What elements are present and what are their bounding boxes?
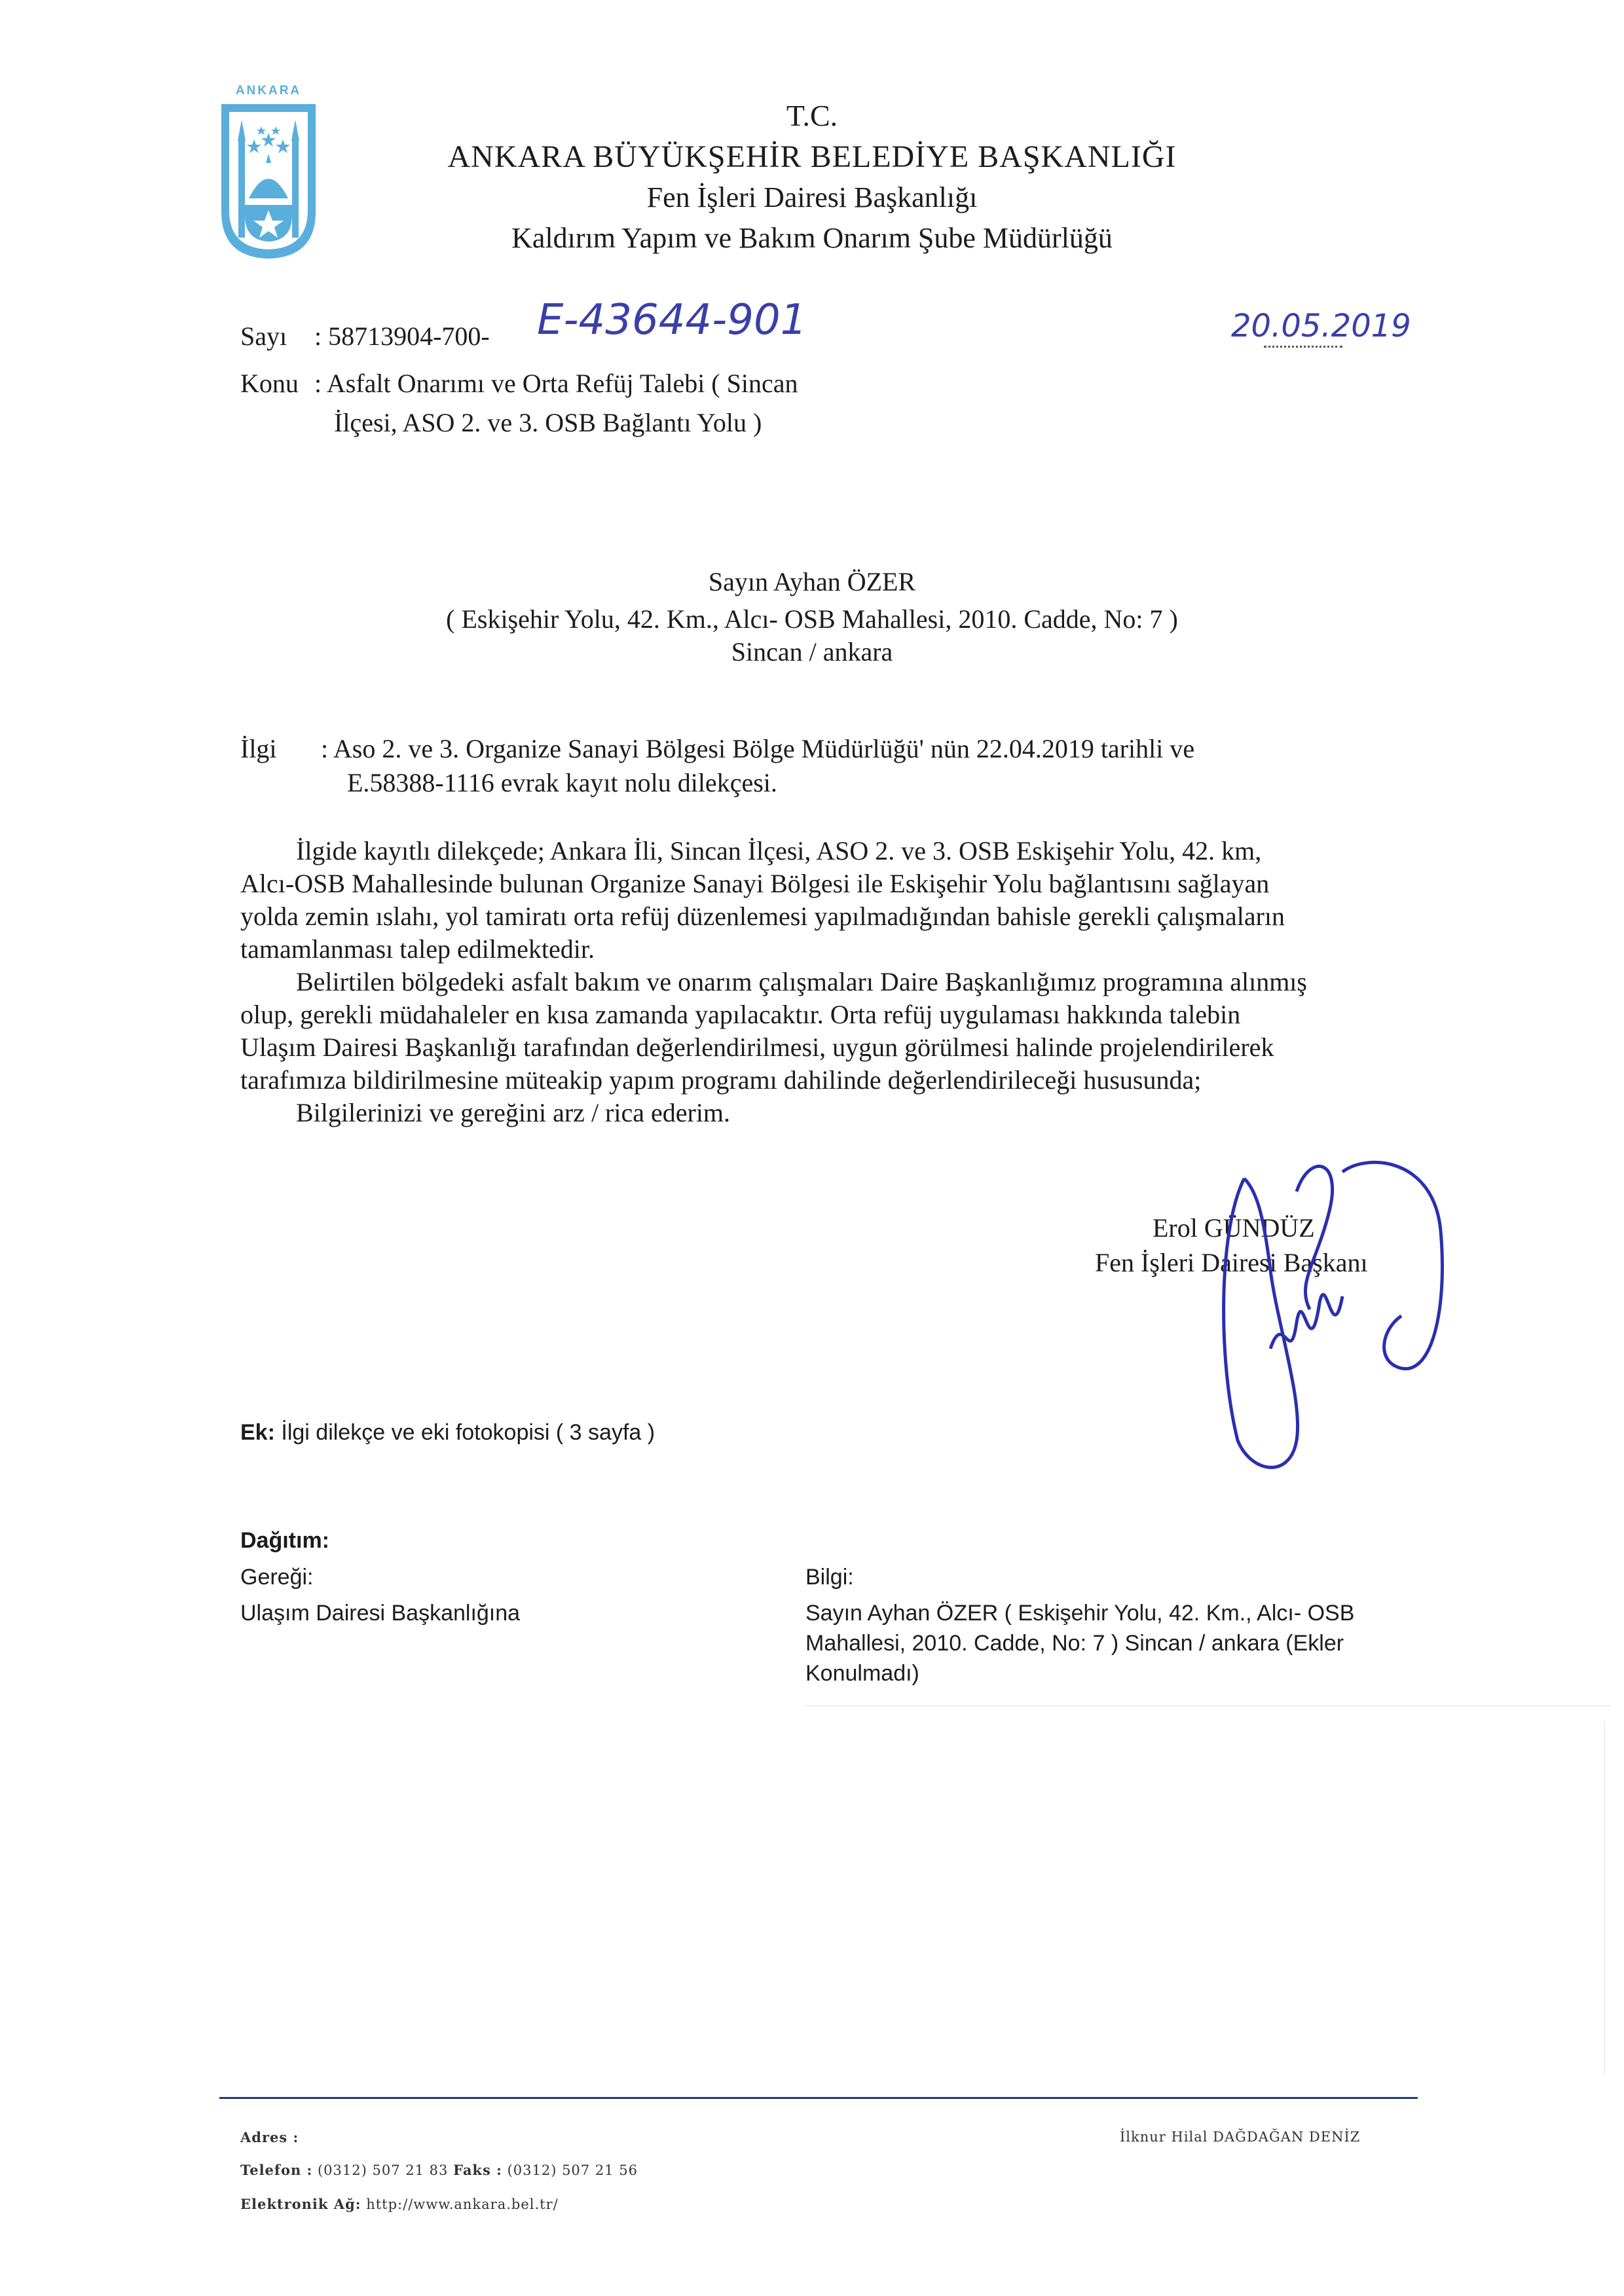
scan-edge-line bbox=[1604, 1722, 1605, 2075]
date-dotted-line bbox=[1264, 346, 1342, 348]
body-line: Alcı-OSB Mahallesinde bulunan Organize Sanayi Bölgesi ile Eskişehir Yolu bağlantısını sağlayan bbox=[240, 869, 1270, 898]
footer-web-link[interactable]: http://www.ankara.bel.tr/ bbox=[366, 2196, 559, 2212]
attachment-note bbox=[240, 1417, 655, 1448]
footer-web-label: Elektronik Ağ: bbox=[240, 2196, 361, 2212]
footer-rule bbox=[219, 2097, 1418, 2099]
body-line: yolda zemin ıslahı, yol tamiratı orta refüj düzenlemesi yapılmadığından bahisle gerekli çalışmaların bbox=[240, 902, 1285, 931]
header-department: Fen İşleri Dairesi Başkanlığı bbox=[646, 181, 978, 213]
header-branch: Kaldırım Yapım ve Bakım Onarım Şube Müdürlüğü bbox=[511, 222, 1113, 254]
ilgi-line-1: : Aso 2. ve 3. Organize Sanayi Bölgesi Bölge Müdürlüğü' nün 22.04.2019 tarihli ve bbox=[321, 734, 1195, 763]
body-paragraph-2 bbox=[240, 966, 1406, 1097]
body-line: İlgide kayıtlı dilekçede; Ankara İli, Sincan İlçesi, ASO 2. ve 3. OSB Eskişehir Yolu, 42. km, bbox=[296, 836, 1262, 866]
recipient-address: ( Eskişehir Yolu, 42. Km., Alcı- OSB Mahallesi, 2010. Cadde, No: 7 ) bbox=[446, 604, 1178, 634]
distribution-bilgi-value bbox=[805, 1598, 1447, 1688]
body-line: Ulaşım Dairesi Başkanlığı tarafından değerlendirilmesi, uygun görülmesi halinde projelendirilerek bbox=[240, 1032, 1274, 1062]
footer-fax-label: Faks : bbox=[453, 2162, 502, 2178]
konu-line-2: İlçesi, ASO 2. ve 3. OSB Bağlantı Yolu ) bbox=[334, 408, 762, 437]
sayi-handwritten-number: E-43644-901 bbox=[537, 296, 807, 344]
body-line: olup, gerekli müdahaleler en kısa zamanda yapılacaktır. Orta refüj uygulaması hakkında talebin bbox=[240, 1000, 1241, 1029]
footer-web-line bbox=[240, 2196, 559, 2212]
body-line: Belirtilen bölgedeki asfalt bakım ve onarım çalışmaları Daire Başkanlığımız programına alınmış bbox=[296, 967, 1307, 996]
distribution-geregi-label: Gereği: bbox=[240, 1565, 314, 1590]
attachment-text: İlgi dilekçe ve eki fotokopisi ( 3 sayfa ) bbox=[281, 1420, 655, 1445]
body-paragraph-1 bbox=[240, 835, 1406, 966]
footer-phone-label: Telefon : bbox=[240, 2162, 313, 2178]
signatory-name: Erol GÜNDÜZ bbox=[1153, 1213, 1315, 1243]
header-tc: T.C. bbox=[786, 99, 838, 132]
date-handwritten: 20.05.2019 bbox=[1231, 308, 1411, 344]
signatory-title: Fen İşleri Dairesi Başkanı bbox=[1095, 1248, 1368, 1277]
ilgi-line-2: E.58388-1116 evrak kayıt nolu dilekçesi. bbox=[347, 768, 777, 797]
footer-phone-value: (0312) 507 21 83 bbox=[317, 2162, 449, 2178]
handwritten-signature bbox=[1218, 1152, 1493, 1480]
footer-address-label: Adres : bbox=[240, 2129, 299, 2145]
body-closing: Bilgilerinizi ve gereğini arz / rica ederim. bbox=[296, 1098, 731, 1127]
recipient-name: Sayın Ayhan ÖZER bbox=[708, 567, 916, 596]
body-line: tamamlanması talep edilmektedir. bbox=[240, 934, 595, 964]
distribution-bilgi-label: Bilgi: bbox=[805, 1565, 854, 1590]
bilgi-line: Mahallesi, 2010. Cadde, No: 7 ) Sincan / ankara (Ekler bbox=[805, 1631, 1344, 1656]
scan-edge-line bbox=[805, 1705, 1611, 1706]
konu-label: Konu bbox=[240, 369, 299, 398]
body-line: tarafımıza bildirilmesine müteakip yapım programı dahilinde değerlendirileceği hususunda; bbox=[240, 1065, 1202, 1095]
footer-prepared-by: İlknur Hilal DAĞDAĞAN DENİZ bbox=[1120, 2129, 1361, 2145]
bilgi-line: Sayın Ayhan ÖZER ( Eskişehir Yolu, 42. Km., Alcı- OSB bbox=[805, 1601, 1355, 1626]
footer-fax-value: (0312) 507 21 56 bbox=[507, 2162, 638, 2178]
ilgi-label: İlgi bbox=[240, 734, 277, 763]
distribution-title: Dağıtım: bbox=[240, 1528, 329, 1553]
konu-line-1: : Asfalt Onarımı ve Orta Refüj Talebi ( Sincan bbox=[314, 369, 798, 398]
logo-text: ANKARA bbox=[235, 84, 302, 98]
footer-phone-line bbox=[240, 2162, 638, 2178]
sayi-label: Sayı bbox=[240, 321, 287, 351]
recipient-city: Sincan / ankara bbox=[731, 637, 893, 666]
attachment-label: Ek: bbox=[240, 1420, 275, 1445]
sayi-value: : 58713904-700- bbox=[314, 321, 490, 351]
distribution-geregi-value: Ulaşım Dairesi Başkanlığına bbox=[240, 1601, 521, 1626]
header-institution: ANKARA BÜYÜKŞEHİR BELEDİYE BAŞKANLIĞI bbox=[447, 139, 1177, 174]
bilgi-line: Konulmadı) bbox=[805, 1661, 919, 1686]
